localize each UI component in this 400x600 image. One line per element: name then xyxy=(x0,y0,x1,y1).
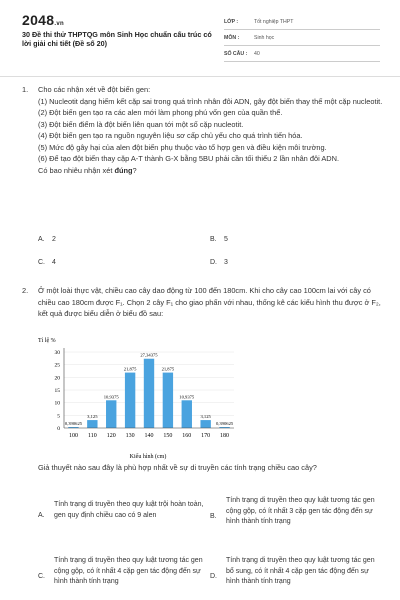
question-line: Cho các nhận xét về đột biến gen: xyxy=(38,85,151,94)
phenotype-bar-chart xyxy=(20,330,250,460)
data-label: 10,9375 xyxy=(179,394,195,400)
x-tick-label: 100 xyxy=(68,433,78,439)
x-tick-label: 160 xyxy=(182,433,192,439)
y-tick-label: 10 xyxy=(54,400,60,407)
option-text: Tính trạng di truyền theo quy luật trội hoàn toàn, gen quy định chiều cao có 9 alen xyxy=(54,501,204,519)
x-tick-label: 180 xyxy=(220,433,230,439)
question-line: (2) Đột biến gen tạo ra các alen mới làm phong phú vốn gen của quần thể. xyxy=(38,108,283,117)
q1-option-a[interactable] xyxy=(38,236,56,243)
ask-emphasis: đúng xyxy=(114,165,133,175)
header-divider xyxy=(0,76,400,77)
meta-label: LỚP : xyxy=(224,18,239,25)
option-text: Tính trạng di truyền theo quy luật tương tác gen cộng gộp, có ít nhất 3 cặp gen tác động đến sự hình thành tính trạng xyxy=(226,497,375,525)
logo-main: 2048 xyxy=(22,12,55,28)
question-line: (4) Đột biến gen tạo ra nguồn nguyên liệu sơ cấp chủ yếu cho quá trình tiến hóa. xyxy=(38,131,303,140)
bar xyxy=(163,373,173,428)
option-text: Tính trạng di truyền theo quy luật tương tác gen bổ sung, có ít nhất 4 cặp gen tác động đến sự hình thành tính trạng xyxy=(226,557,375,585)
meta-row-count xyxy=(224,46,380,62)
y-tick-label: 5 xyxy=(57,413,60,420)
data-label: 0,390625 xyxy=(215,421,234,427)
logo-suffix: .vn xyxy=(54,21,64,27)
x-axis-label: Kiểu hình (cm) xyxy=(129,454,167,460)
bar xyxy=(182,400,192,428)
meta-label: SỐ CÂU : xyxy=(224,50,248,57)
question-text: Giả thuyết nào sau đây là phù hợp nhất về sự di truyền các tính trạng chiều cao cây? xyxy=(38,463,317,472)
meta-label: MÔN : xyxy=(224,34,240,41)
x-tick-label: 170 xyxy=(201,433,211,439)
ask-text: Có bao nhiêu nhận xét xyxy=(38,165,115,175)
bar xyxy=(87,420,97,428)
meta-row-subject xyxy=(224,30,380,46)
y-tick-label: 25 xyxy=(54,362,60,369)
data-label: 0,390625 xyxy=(64,421,83,427)
page-header xyxy=(0,0,400,62)
q1-option-d[interactable] xyxy=(210,259,228,266)
meta-value: Sinh học xyxy=(254,34,275,41)
data-label: 21,875 xyxy=(161,366,175,372)
data-label: 3,125 xyxy=(200,414,211,420)
data-label: 10,9375 xyxy=(103,394,119,400)
option-letter: A. xyxy=(38,236,45,243)
option-letter: D. xyxy=(210,573,217,580)
question-number: 1. xyxy=(22,85,29,94)
option-letter: C. xyxy=(38,259,45,266)
option-letter: B. xyxy=(210,513,217,520)
option-text: 2 xyxy=(52,236,56,243)
meta-row-class xyxy=(224,14,380,30)
question-body xyxy=(38,84,388,176)
option-letter: D. xyxy=(210,259,217,266)
bar xyxy=(200,420,210,428)
bar xyxy=(106,400,116,428)
y-tick-label: 30 xyxy=(54,350,60,356)
x-tick-label: 110 xyxy=(87,433,97,439)
y-tick-label: 15 xyxy=(54,388,60,394)
option-text: 4 xyxy=(52,259,56,266)
x-tick-label: 140 xyxy=(144,433,154,439)
question-intro: Ở một loài thực vật, chiều cao cây dao động từ 100 đến 180cm. Khi cho cây cao 100cm lai với cây có chiều cao 180cm được F₁. Chọn 2 cây F₁ cho giao phấn với nhau, thống kê các kiểu hình thu được ở F₂, kết quả được biểu diễn ở biểu đồ sau: xyxy=(38,286,381,318)
y-axis-label: Tỉ lệ % xyxy=(38,338,56,344)
option-text: Tính trạng di truyền theo quy luật tương tác gen cộng gộp, có ít nhất 4 cặp gen tác động đến sự hình thành tính trạng xyxy=(54,557,203,585)
meta-value: 40 xyxy=(254,50,260,57)
y-tick-label: 20 xyxy=(54,375,60,382)
y-tick-label: 0 xyxy=(57,426,60,432)
data-label: 3,125 xyxy=(87,414,98,420)
data-label: 21,875 xyxy=(123,366,137,372)
bar xyxy=(125,373,135,428)
document-title: 30 Đề thi thử THPTQG môn Sinh Học chuẩn cấu trúc có lời giải chi tiết (Đề số 20) xyxy=(22,30,212,48)
site-logo[interactable] xyxy=(22,12,64,28)
option-letter: B. xyxy=(210,236,217,243)
question-line: (3) Đột biến điểm là đột biến liên quan tới một số cặp nucleotit. xyxy=(38,119,244,129)
question-line: (6) Để tạo đột biến thay cặp A-T thành G-X bằng 5BU phải cần tối thiểu 2 lần nhân đôi ADN. xyxy=(38,154,340,163)
y-tick-labels xyxy=(55,350,61,432)
data-label: 27,34375 xyxy=(140,352,158,358)
bar xyxy=(144,359,154,428)
question-number: 2. xyxy=(22,286,29,295)
x-tick-label: 120 xyxy=(106,433,116,439)
option-text: 5 xyxy=(224,236,228,243)
option-text: 3 xyxy=(224,259,228,266)
meta-table xyxy=(224,14,380,62)
ask-suffix: ? xyxy=(132,165,137,175)
meta-value: Tốt nghiệp THPT xyxy=(254,18,294,25)
q1-option-b[interactable] xyxy=(210,236,228,243)
question-ask xyxy=(38,165,388,177)
x-tick-labels xyxy=(69,433,229,439)
q1-option-c[interactable] xyxy=(38,259,56,266)
x-tick-label: 150 xyxy=(163,433,173,439)
question-line: (1) Nucleotit dạng hiếm kết cặp sai trong quá trình nhân đôi ADN, gây đột biến thay thế một cặp nucleotit. xyxy=(38,96,383,106)
question-line: (5) Mức độ gây hại của alen đột biến phụ thuộc vào tổ hợp gen và điều kiện môi trường. xyxy=(38,142,327,152)
option-letter: A. xyxy=(38,512,45,519)
x-tick-label: 130 xyxy=(125,433,135,439)
option-letter: C. xyxy=(38,573,45,580)
